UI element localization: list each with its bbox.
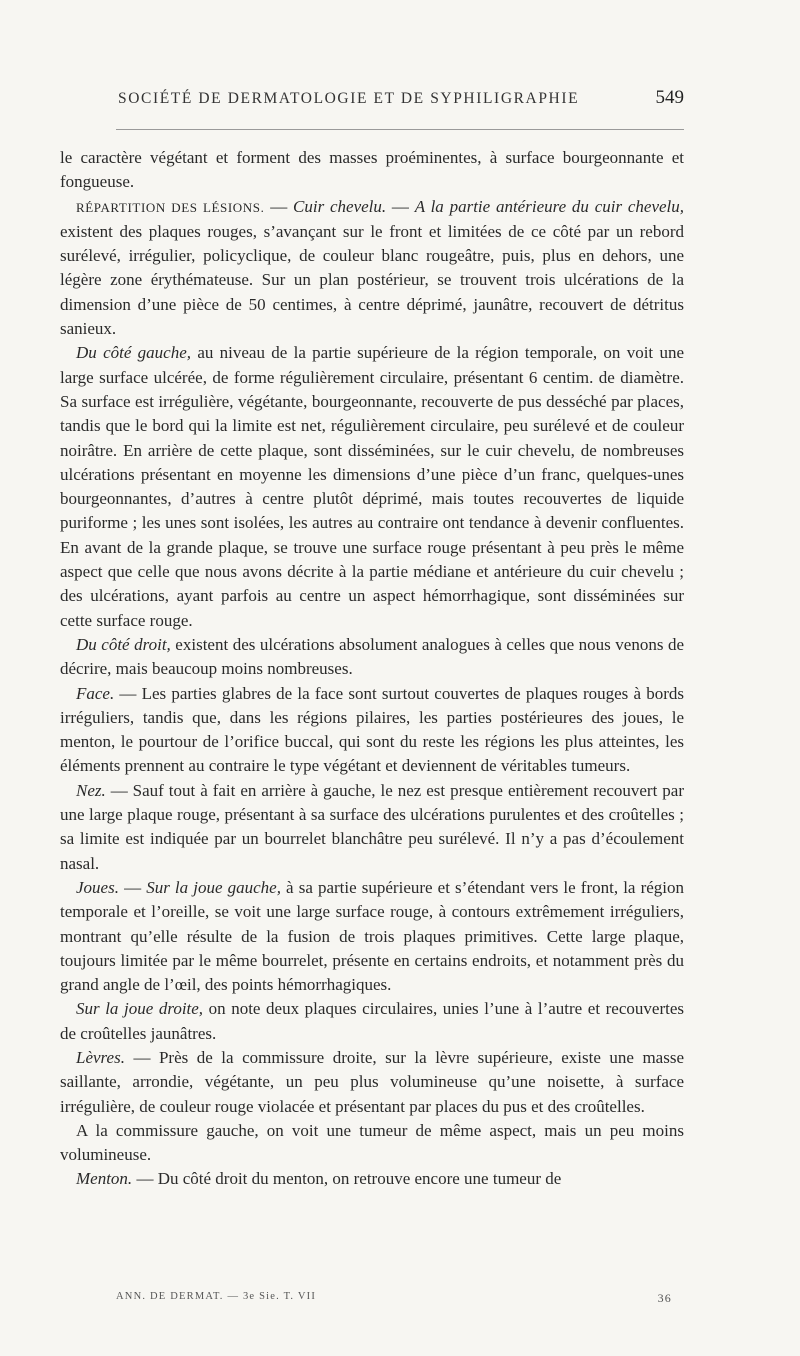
- subheading: Nez.: [76, 780, 106, 800]
- subheading: Du côté droit,: [76, 634, 171, 654]
- subheading: Joues.: [76, 877, 119, 897]
- paragraph: Du côté gauche, au niveau de la partie supérieure de la région temporale, on voit une large surface ulcérée, de forme régulièrement circulaire, présentant 6 centim. de diamètre. Sa surface est irrégulière, végétante, bourgeonnante, recouverte de pus desséché par places, tandis que le bord qui la limite est net, régulièrement circulaire, peu surélevé et de couleur noirâtre. En arrière de cette plaque, sont disséminées, sur le cuir chevelu, de nombreuses ulcérations présentant en moyenne les dimensions d’une pièce d’un franc, quelques-unes bourgeonnantes, d’autres à centre plutôt déprimé, mais toutes recouvertes de liquide puriforme ; les unes sont isolées, les autres au contraire ont tendance à devenir confluentes. En avant de la grande plaque, se trouve une surface rouge présentant à peu près le même aspect que celle que nous avons décrite à la partie médiane et antérieure du cuir chevelu ; des ulcérations, ayant parfois au centre un aspect hémorrhagique, sont disséminées sur cette surface rouge.: [60, 343, 684, 630]
- paragraph: Sur la joue droite, on note deux plaques circulaires, unies l’une à l’autre et recouvertes de croûtelles jaunâtres.: [60, 999, 684, 1043]
- paragraph: le caractère végétant et forment des masses proéminentes, à surface bourgeonnante et fongueuse.: [60, 148, 684, 192]
- paragraph: Lèvres. — Près de la commissure droite, sur la lèvre supérieure, existe une masse saillante, arrondie, végétante, un peu plus volumineuse qu’une noisette, à surface irrégulière, de couleur rouge violacée et présentant par places du pus et des croûtelles.: [60, 1047, 684, 1116]
- subheading: Cuir chevelu.: [293, 196, 387, 216]
- paragraph: Nez. — Sauf tout à fait en arrière à gauche, le nez est presque entièrement recouvert par une large plaque rouge, présentant à sa surface des ulcérations purulentes et des croûtelles ; sa limite est indiquée par un bourrelet blanchâtre peu surélevé. Il n’y a pas d’écoulement nasal.: [60, 780, 684, 873]
- paragraph: Joues. — Sur la joue gauche, à sa partie supérieure et s’étendant vers le front, la région temporale et l’oreille, se voit une large surface rouge, à contours extrêmement irréguliers, montrant qu’elle résulte de la fusion de trois plaques primitives. Cette large plaque, toujours limitée par le même bourrelet, présente en certains endroits, et notamment près du grand angle de l’œil, des points hémorrhagiques.: [60, 877, 685, 995]
- page-header: [60, 87, 684, 116]
- paragraph: A la commissure gauche, on voit une tumeur de même aspect, mais un peu moins volumineuse.: [60, 1120, 684, 1165]
- subheading: Sur la joue droite,: [76, 999, 204, 1019]
- subheading: Face.: [76, 683, 115, 703]
- running-head: SOCIÉTÉ DE DERMATOLOGIE ET DE SYPHILIGRAPHIE: [118, 90, 580, 107]
- page-number: 549: [655, 87, 684, 108]
- subheading: Menton.: [76, 1169, 133, 1189]
- paragraph: Face. — Les parties glabres de la face sont surtout couvertes de plaques rouges à bords irréguliers, tandis que, dans les régions pilaires, les parties postérieures des joues, le menton, le pourtour de l’orifice buccal, qui sont du reste les régions les plus atteintes, les éléments prennent au contraire le type végétant et deviennent de véritables tumeurs.: [60, 683, 684, 776]
- subheading: A la partie antérieure du cuir chevelu,: [414, 196, 685, 216]
- subheading: Du côté gauche,: [76, 343, 192, 363]
- subheading: Lèvres.: [76, 1047, 125, 1067]
- section-heading: RÉPARTITION DES LÉSIONS.: [76, 199, 265, 215]
- paragraph: RÉPARTITION DES LÉSIONS. — Cuir chevelu. — A la partie antérieure du cuir chevelu, existent des plaques rouges, s’avançant sur le front et limitées de ce côté par un rebord surélevé, irrégulier, policyclique, de couleur blanc rougeâtre, puis, plus en dehors, une légère zone érythémateuse. Sur un plan postérieur, se trouvent trois ulcérations de la dimension d’une pièce de 50 centimes, à centre déprimé, jaunâtre, recouvert de détritus sanieux.: [60, 196, 685, 339]
- paragraph: Menton. — Du côté droit du menton, on retrouve encore une tumeur de: [76, 1169, 562, 1189]
- body-text: [60, 146, 684, 1192]
- gathering-number: 36: [657, 1291, 672, 1305]
- page-footer: [116, 1291, 684, 1311]
- header-divider: [116, 129, 684, 130]
- subheading: Sur la joue gauche,: [146, 877, 281, 897]
- paragraph: Du côté droit, existent des ulcérations absolument analogues à celles que nous venons de décrire, mais beaucoup moins nombreuses.: [60, 634, 684, 679]
- journal-signature: ANN. DE DERMAT. — 3e Sie. T. VII: [116, 1291, 317, 1302]
